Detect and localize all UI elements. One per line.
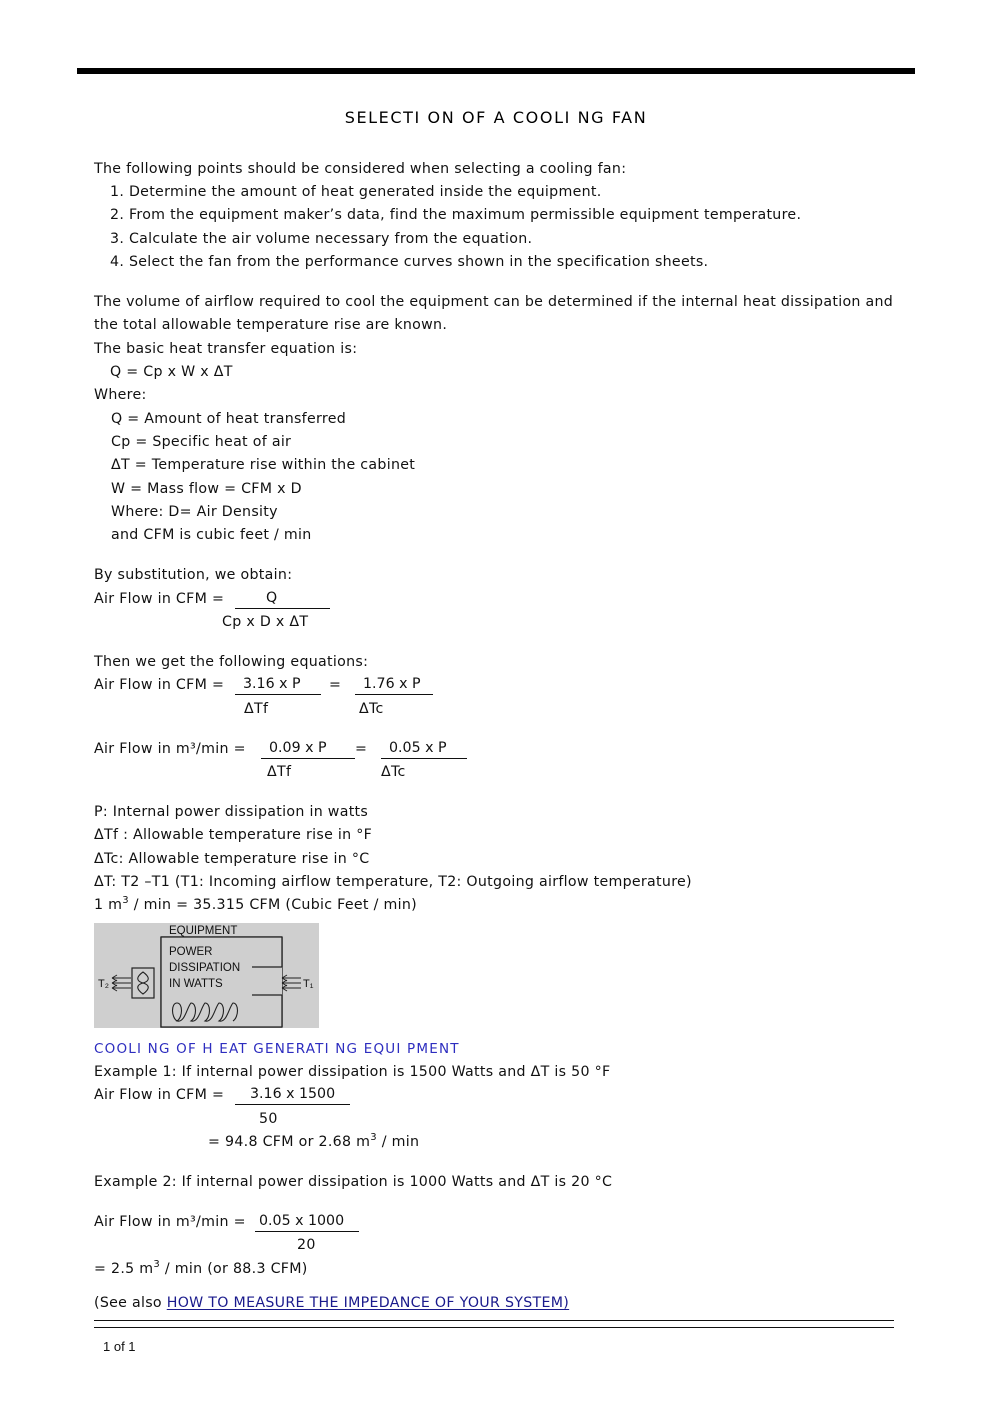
eq-cfm-lhs: Air Flow in CFM = bbox=[94, 677, 225, 693]
eq-m3-numerator-1-text: 0.09 x P bbox=[269, 740, 327, 756]
power-label-2: DISSIPATION bbox=[169, 962, 241, 974]
see-also-prefix: (See also bbox=[94, 1295, 167, 1311]
page-title: SELECTI ON OF A COOLI NG FAN bbox=[344, 108, 648, 127]
substitution-intro: By substitution, we obtain: bbox=[94, 567, 293, 583]
legend-dtf: ΔTf : Allowable temperature rise in °F bbox=[94, 827, 373, 843]
substitution-numerator bbox=[235, 590, 330, 609]
example-1-lhs: Air Flow in CFM = bbox=[94, 1087, 225, 1103]
definition-dt: ΔT = Temperature rise within the cabinet bbox=[111, 457, 416, 473]
example-2-result-sup: 3 bbox=[153, 1259, 161, 1270]
paragraph-line-1: The volume of airflow required to cool the equipment can be determined if the internal heat dissipation and bbox=[94, 294, 894, 310]
example-1-result bbox=[208, 1133, 419, 1153]
where-label: Where: bbox=[94, 387, 147, 403]
impedance-link[interactable]: HOW TO MEASURE THE IMPEDANCE OF YOUR SYSTEM) bbox=[166, 1295, 570, 1311]
conversion-line bbox=[94, 896, 417, 916]
eq-m3-denominator-2: ΔTc bbox=[381, 764, 406, 780]
example-1-numerator bbox=[235, 1086, 350, 1105]
equipment-label: EQUIPMENT bbox=[169, 925, 238, 937]
example-1-intro: Example 1: If internal power dissipation is 1500 Watts and ΔT is 50 °F bbox=[94, 1064, 611, 1080]
basic-equation: Q = Cp x W x ΔT bbox=[110, 364, 233, 380]
definition-q: Q = Amount of heat transferred bbox=[111, 411, 347, 427]
see-also-line bbox=[94, 1294, 569, 1312]
substitution-numerator-text: Q bbox=[266, 590, 278, 606]
example-2-result bbox=[94, 1260, 308, 1280]
basic-eq-intro: The basic heat transfer equation is: bbox=[94, 341, 358, 357]
example-1-result-post: / min bbox=[376, 1134, 420, 1150]
eq-m3-denominator-1: ΔTf bbox=[267, 764, 292, 780]
example-1-result-sup: 3 bbox=[370, 1132, 377, 1143]
example-2-result-pre: = 2.5 m bbox=[94, 1261, 154, 1277]
eq-m3-numerator-2 bbox=[381, 740, 467, 759]
legend-dt: ΔT: T2 –T1 (T1: Incoming airflow temperature, T2: Outgoing airflow temperature) bbox=[94, 874, 692, 890]
step-2: 2. From the equipment maker’s data, find the maximum permissible equipment temperature. bbox=[110, 207, 802, 223]
example-2-lhs: Air Flow in m³/min = bbox=[94, 1214, 246, 1230]
eq-m3-lhs: Air Flow in m³/min = bbox=[94, 741, 246, 757]
conversion-post: / min = 35.315 CFM (Cubic Feet / min) bbox=[128, 897, 417, 913]
section-heading: COOLI NG OF H EAT GENERATI NG EQUI PMENT bbox=[94, 1041, 460, 1057]
eq-cfm-numerator-2-text: 1.76 x P bbox=[363, 676, 421, 692]
cooling-diagram bbox=[94, 923, 319, 1028]
eq-m3-numerator-2-text: 0.05 x P bbox=[389, 740, 447, 756]
step-3: 3. Calculate the air volume necessary from the equation. bbox=[110, 231, 533, 247]
substitution-lhs: Air Flow in CFM = bbox=[94, 591, 225, 607]
paragraph-line-2: the total allowable temperature rise are known. bbox=[94, 317, 448, 333]
eq-m3-equals: = bbox=[355, 741, 368, 757]
eq-cfm-denominator-1: ΔTf bbox=[244, 701, 269, 717]
power-label-3: IN WATTS bbox=[169, 978, 223, 990]
cooling-diagram-svg bbox=[94, 923, 319, 1028]
conversion-sup: 3 bbox=[122, 895, 129, 906]
definition-d: Where: D= Air Density bbox=[111, 504, 278, 520]
footer-separator bbox=[94, 1320, 894, 1328]
definition-w: W = Mass flow = CFM x D bbox=[111, 481, 302, 497]
eq-cfm-denominator-2: ΔTc bbox=[359, 701, 384, 717]
example-2-numerator-text: 0.05 x 1000 bbox=[259, 1213, 345, 1229]
example-1-result-pre: = 94.8 CFM or 2.68 m bbox=[208, 1134, 371, 1150]
example-2-intro: Example 2: If internal power dissipation is 1000 Watts and ΔT is 20 °C bbox=[94, 1174, 613, 1190]
example-2-numerator bbox=[255, 1213, 359, 1232]
eq-m3-numerator-1 bbox=[261, 740, 355, 759]
top-rule bbox=[77, 68, 915, 74]
eq-cfm-equals: = bbox=[329, 677, 342, 693]
then-intro: Then we get the following equations: bbox=[94, 654, 369, 670]
eq-cfm-numerator-1 bbox=[235, 676, 321, 695]
power-label-1: POWER bbox=[169, 946, 213, 958]
example-1-numerator-text: 3.16 x 1500 bbox=[250, 1086, 336, 1102]
definition-cp: Cp = Specific heat of air bbox=[111, 434, 292, 450]
example-2-result-post: / min (or 88.3 CFM) bbox=[160, 1261, 308, 1277]
eq-cfm-numerator-1-text: 3.16 x P bbox=[243, 676, 301, 692]
step-4: 4. Select the fan from the performance curves shown in the specification sheets. bbox=[110, 254, 709, 270]
intro-text: The following points should be considered when selecting a cooling fan: bbox=[94, 161, 627, 177]
step-1: 1. Determine the amount of heat generated inside the equipment. bbox=[110, 184, 602, 200]
conversion-pre: 1 m bbox=[94, 897, 123, 913]
t2-label: T₂ bbox=[98, 978, 109, 990]
page-number: 1 of 1 bbox=[103, 1339, 136, 1354]
eq-cfm-numerator-2 bbox=[355, 676, 433, 695]
definition-cfm: and CFM is cubic feet / min bbox=[111, 527, 312, 543]
substitution-denominator: Cp x D x ΔT bbox=[222, 614, 309, 630]
example-1-denominator: 50 bbox=[259, 1111, 278, 1127]
t1-label: T₁ bbox=[303, 978, 314, 990]
example-2-denominator: 20 bbox=[297, 1237, 316, 1253]
legend-dtc: ΔTc: Allowable temperature rise in °C bbox=[94, 851, 370, 867]
legend-p: P: Internal power dissipation in watts bbox=[94, 804, 369, 820]
